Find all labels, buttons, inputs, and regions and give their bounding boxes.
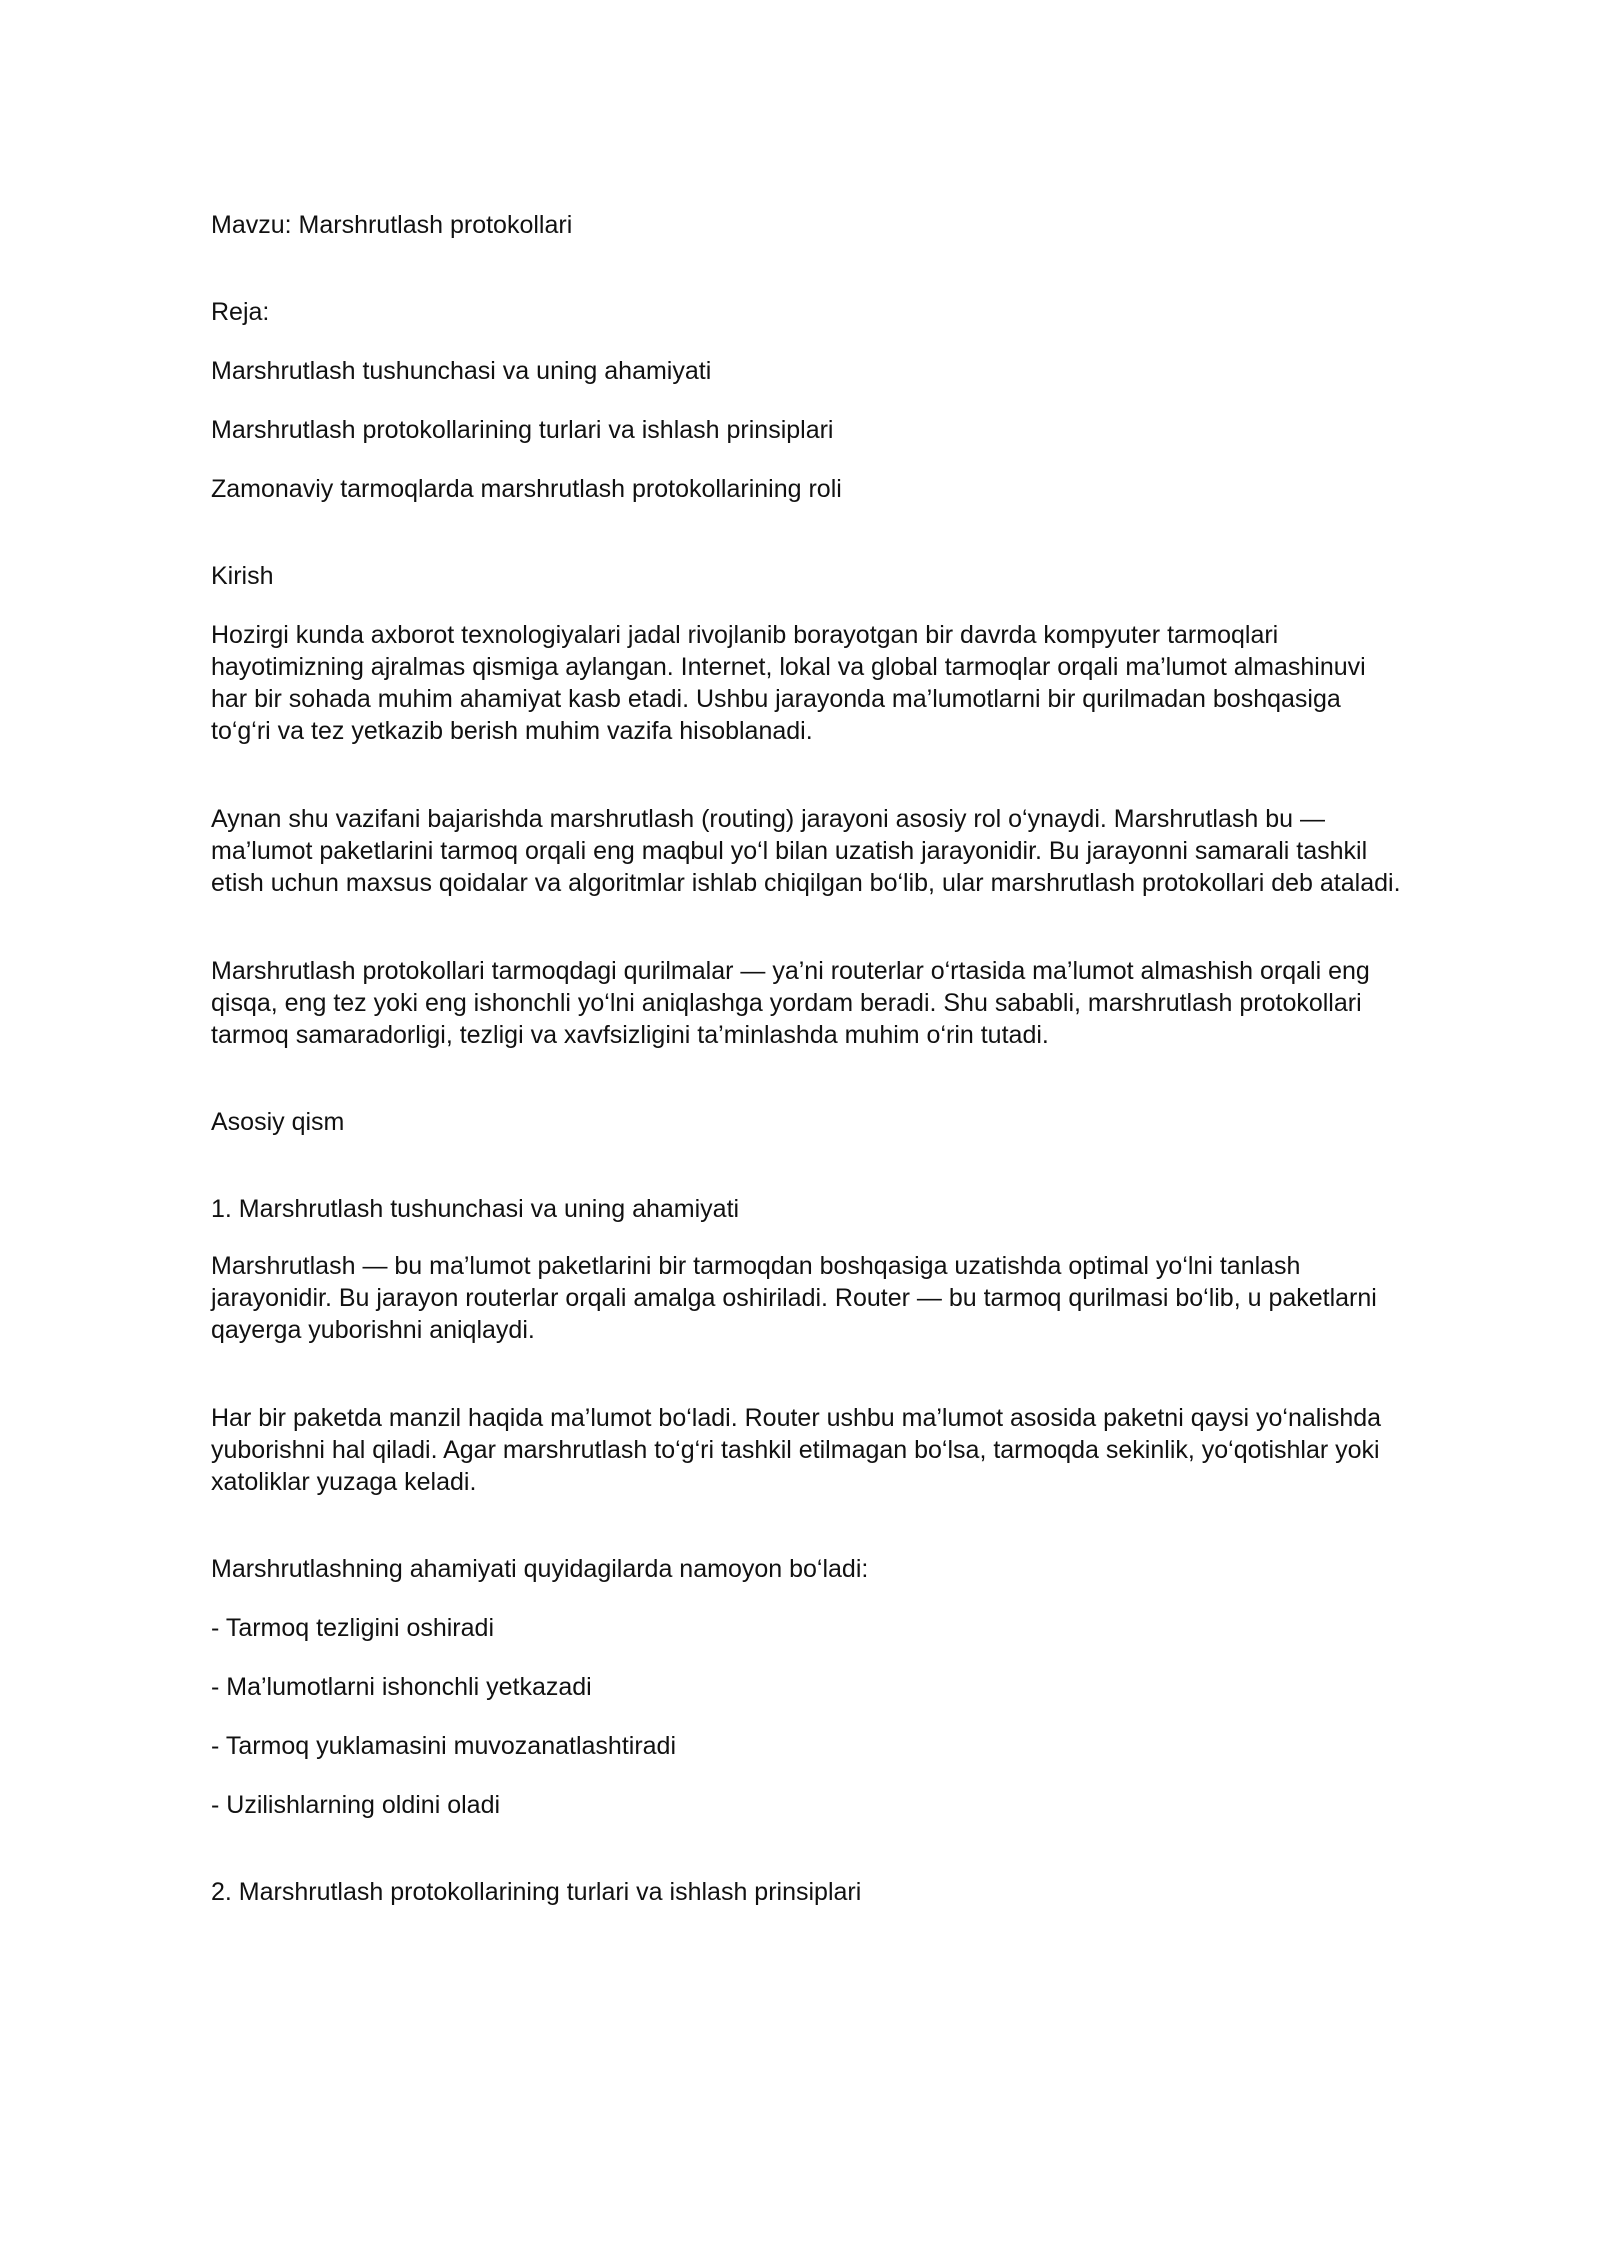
intro-heading: Kirish — [211, 562, 274, 590]
intro-paragraph: Marshrutlash protokollari tarmoqdagi qurilmalar — ya’ni routerlar o‘rtasida ma’lumot almashish orqali eng qisqa, eng tez yoki eng ishonchli yo‘lni aniqlashga yordam beradi. Shu sababli, marshrutlash protokollari tarmoq samaradorligi, tezligi va xavfsizligini ta’minlashda muhim o‘rin tutadi. — [211, 957, 1370, 1049]
list-item: - Tarmoq tezligini oshiradi — [211, 1614, 494, 1642]
plan-item: Marshrutlash tushunchasi va uning ahamiyati — [211, 357, 712, 385]
section-heading: 2. Marshrutlash protokollarining turlari va ishlash prinsiplari — [211, 1878, 862, 1906]
main-heading: Asosiy qism — [211, 1108, 345, 1136]
section-paragraph: Marshrutlash — bu ma’lumot paketlarini bir tarmoqdan boshqasiga uzatishda optimal yo‘lni tanlash jarayonidir. Bu jarayon routerlar orqali amalga oshiriladi. Router — bu tarmoq qurilmasi bo‘lib, u paketlarni qayerga yuborishni aniqlaydi. — [211, 1252, 1377, 1344]
list-item: - Tarmoq yuklamasini muvozanatlashtiradi — [211, 1732, 677, 1760]
intro-paragraph: Hozirgi kunda axborot texnologiyalari jadal rivojlanib borayotgan bir davrda kompyuter tarmoqlari hayotimizning ajralmas qismiga aylangan. Internet, lokal va global tarmoqlar orqali ma’lumot almashinuvi har bir sohada muhim ahamiyat kasb etadi. Ushbu jarayonda ma’lumotlarni bir qurilmadan boshqasiga to‘g‘ri va tez yetkazib berish muhim vazifa hisoblanadi. — [211, 621, 1366, 745]
section-heading: 1. Marshrutlash tushunchasi va uning ahamiyati — [211, 1195, 740, 1223]
plan-item: Zamonaviy tarmoqlarda marshrutlash protokollarining roli — [211, 475, 842, 503]
list-item: - Ma’lumotlarni ishonchli yetkazadi — [211, 1673, 592, 1701]
plan-label: Reja: — [211, 298, 270, 326]
document-body — [211, 209, 1401, 1933]
list-item: - Uzilishlarning oldini oladi — [211, 1791, 501, 1819]
plan-item: Marshrutlash protokollarining turlari va ishlash prinsiplari — [211, 416, 834, 444]
section-paragraph: Har bir paketda manzil haqida ma’lumot bo‘ladi. Router ushbu ma’lumot asosida paketni qaysi yo‘nalishda yuborishni hal qiladi. Agar marshrutlash to‘g‘ri tashkil etilmagan bo‘lsa, tarmoqda sekinlik, yo‘qotishlar yoki xatoliklar yuzaga keladi. — [211, 1404, 1382, 1496]
document-title: Mavzu: Marshrutlash protokollari — [211, 211, 573, 239]
list-intro: Marshrutlashning ahamiyati quyidagilarda namoyon bo‘ladi: — [211, 1555, 869, 1583]
intro-paragraph: Aynan shu vazifani bajarishda marshrutlash (routing) jarayoni asosiy rol o‘ynaydi. Marshrutlash bu — ma’lumot paketlarini tarmoq orqali eng maqbul yo‘l bilan uzatish jarayonidir. Bu jarayonni samarali tashkil etish uchun maxsus qoidalar va algoritmlar ishlab chiqilgan bo‘lib, ular marshrutlash protokollari deb ataladi. — [211, 805, 1401, 897]
